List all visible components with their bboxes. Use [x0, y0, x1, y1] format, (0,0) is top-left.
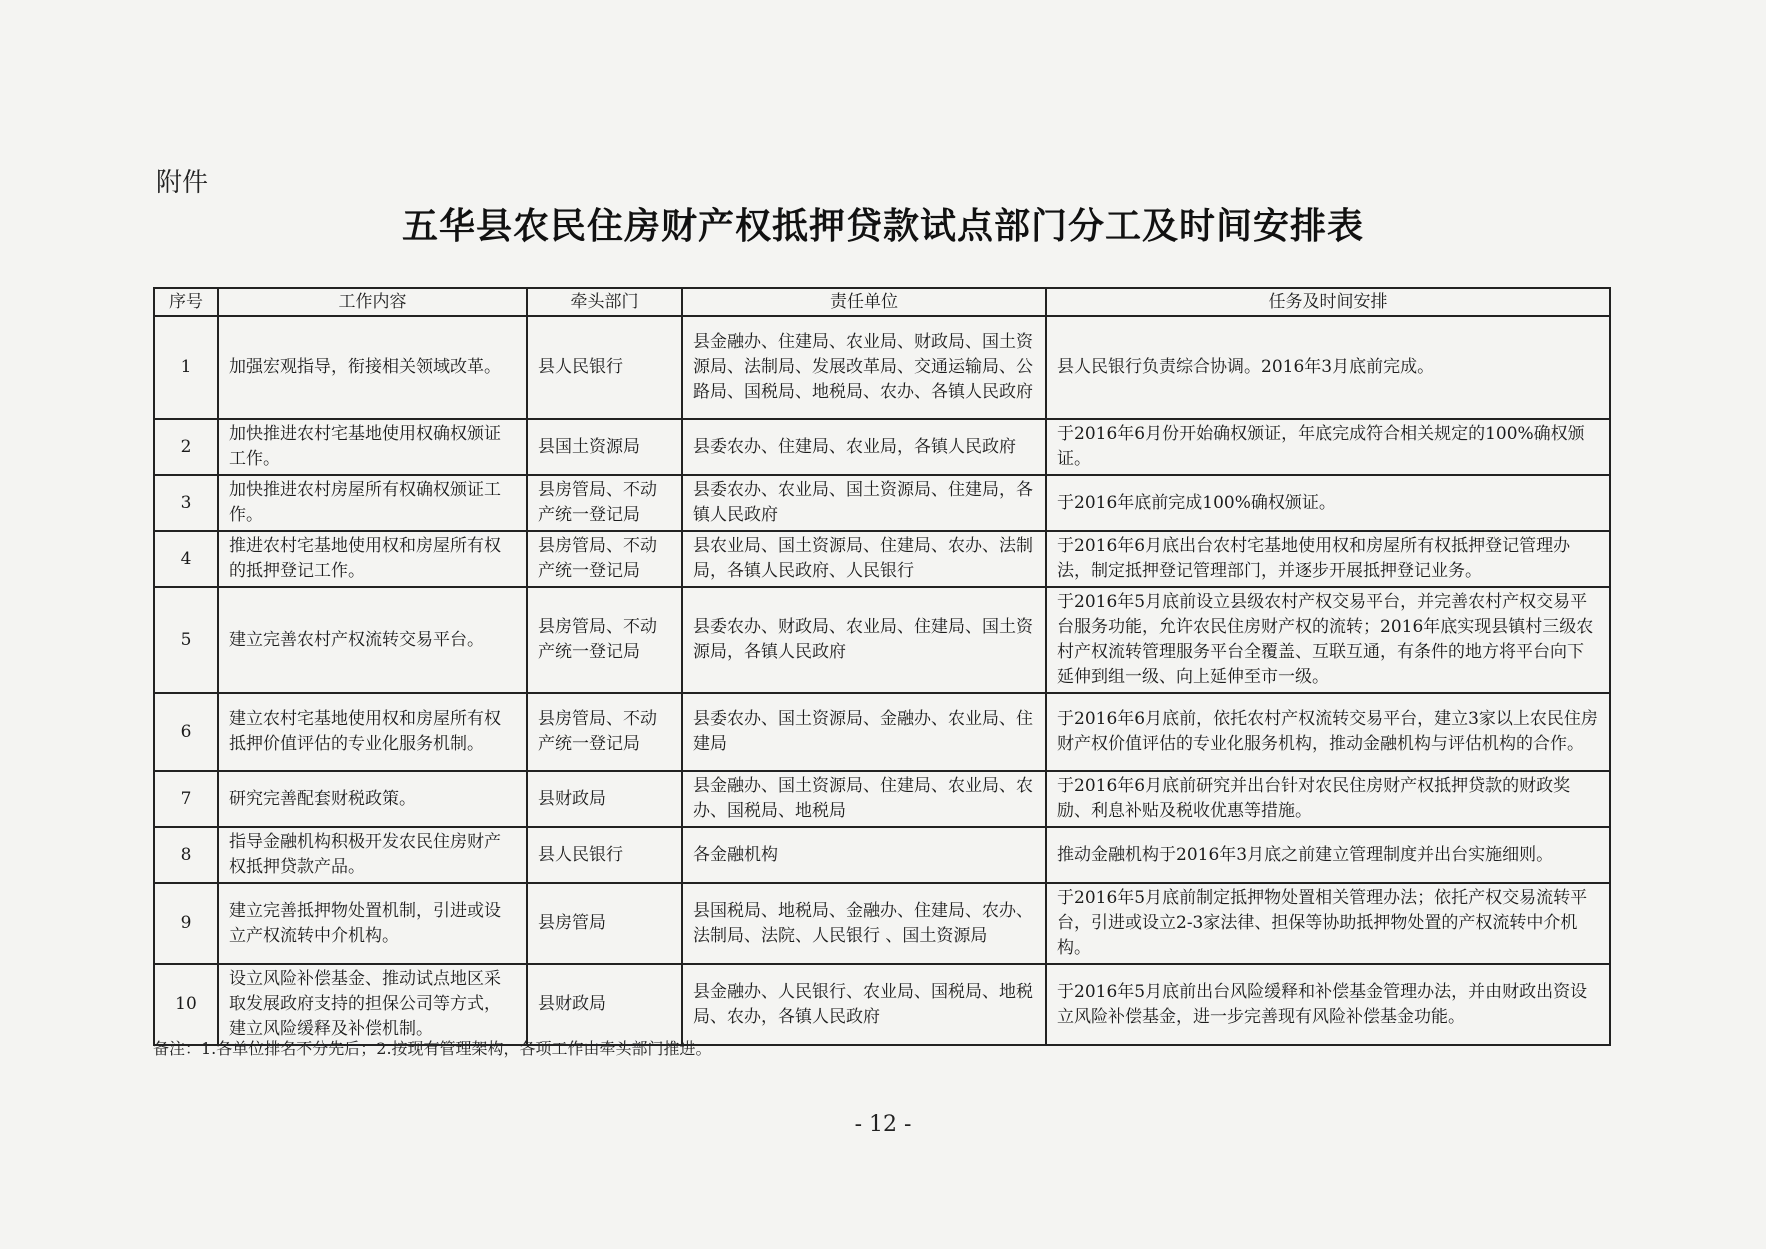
- lead-department-cell: 县人民银行: [527, 827, 682, 883]
- row-index: 4: [154, 531, 218, 587]
- table-row: [154, 419, 1610, 475]
- row-index: 3: [154, 475, 218, 531]
- table-row: [154, 316, 1610, 419]
- lead-department-cell: 县房管局: [527, 883, 682, 964]
- tasks-schedule-cell: 于2016年底前完成100%确权颁证。: [1046, 475, 1610, 531]
- table-header-row: [154, 288, 1610, 316]
- lead-department-cell: 县人民银行: [527, 316, 682, 419]
- table-row: [154, 771, 1610, 827]
- responsible-units-cell: 县金融办、住建局、农业局、财政局、国土资源局、法制局、发展改革局、交通运输局、公路局、国税局、地税局、农办、各镇人民政府: [682, 316, 1046, 419]
- work-content-cell: 加快推进农村房屋所有权确权颁证工作。: [218, 475, 527, 531]
- work-content-cell: 加快推进农村宅基地使用权确权颁证工作。: [218, 419, 527, 475]
- tasks-schedule-cell: 于2016年6月底前研究并出台针对农民住房财产权抵押贷款的财政奖励、利息补贴及税收优惠等措施。: [1046, 771, 1610, 827]
- tasks-schedule-cell: 于2016年6月份开始确权颁证，年底完成符合相关规定的100%确权颁证。: [1046, 419, 1610, 475]
- responsible-units-cell: 县委农办、财政局、农业局、住建局、国土资源局，各镇人民政府: [682, 587, 1046, 693]
- work-content-cell: 推进农村宅基地使用权和房屋所有权的抵押登记工作。: [218, 531, 527, 587]
- lead-department-cell: 县房管局、不动产统一登记局: [527, 531, 682, 587]
- lead-department-cell: 县房管局、不动产统一登记局: [527, 475, 682, 531]
- work-content-cell: 建立完善农村产权流转交易平台。: [218, 587, 527, 693]
- lead-department-cell: 县国土资源局: [527, 419, 682, 475]
- lead-department-cell: 县财政局: [527, 964, 682, 1045]
- header-lead-department: 牵头部门: [527, 288, 682, 316]
- table-row: [154, 475, 1610, 531]
- responsible-units-cell: 县国税局、地税局、金融办、住建局、农办、法制局、法院、人民银行 、国土资源局: [682, 883, 1046, 964]
- lead-department-cell: 县房管局、不动产统一登记局: [527, 693, 682, 771]
- tasks-schedule-cell: 于2016年6月底出台农村宅基地使用权和房屋所有权抵押登记管理办法，制定抵押登记管理部门，并逐步开展抵押登记业务。: [1046, 531, 1610, 587]
- responsible-units-cell: 县委农办、国土资源局、金融办、农业局、住建局: [682, 693, 1046, 771]
- responsible-units-cell: 县农业局、国土资源局、住建局、农办、法制局，各镇人民政府、人民银行: [682, 531, 1046, 587]
- responsible-units-cell: 县金融办、国土资源局、住建局、农业局、农办、国税局、地税局: [682, 771, 1046, 827]
- responsible-units-cell: 县金融办、人民银行、农业局、国税局、地税局、农办，各镇人民政府: [682, 964, 1046, 1045]
- table-row: [154, 827, 1610, 883]
- lead-department-cell: 县房管局、不动产统一登记局: [527, 587, 682, 693]
- work-content-cell: 研究完善配套财税政策。: [218, 771, 527, 827]
- header-work-content: 工作内容: [218, 288, 527, 316]
- responsible-units-cell: 县委农办、农业局、国土资源局、住建局，各镇人民政府: [682, 475, 1046, 531]
- row-index: 10: [154, 964, 218, 1045]
- tasks-schedule-cell: 推动金融机构于2016年3月底之前建立管理制度并出台实施细则。: [1046, 827, 1610, 883]
- row-index: 8: [154, 827, 218, 883]
- work-content-cell: 加强宏观指导，衔接相关领域改革。: [218, 316, 527, 419]
- table-row: [154, 883, 1610, 964]
- assignment-table: [153, 287, 1611, 1046]
- row-index: 1: [154, 316, 218, 419]
- header-tasks-schedule: 任务及时间安排: [1046, 288, 1610, 316]
- work-content-cell: 设立风险补偿基金、推动试点地区采取发展政府支持的担保公司等方式，建立风险缓释及补偿机制。: [218, 964, 527, 1045]
- table-row: [154, 693, 1610, 771]
- responsible-units-cell: 各金融机构: [682, 827, 1046, 883]
- header-responsible-units: 责任单位: [682, 288, 1046, 316]
- table-row: [154, 531, 1610, 587]
- document-title: 五华县农民住房财产权抵押贷款试点部门分工及时间安排表: [401, 206, 1364, 247]
- page-number: - 12 -: [854, 1112, 912, 1137]
- tasks-schedule-cell: 县人民银行负责综合协调。2016年3月底前完成。: [1046, 316, 1610, 419]
- responsible-units-cell: 县委农办、住建局、农业局，各镇人民政府: [682, 419, 1046, 475]
- work-content-cell: 建立农村宅基地使用权和房屋所有权抵押价值评估的专业化服务机制。: [218, 693, 527, 771]
- tasks-schedule-cell: 于2016年5月底前设立县级农村产权交易平台，并完善农村产权交易平台服务功能，允许农民住房财产权的流转；2016年底实现县镇村三级农村产权流转管理服务平台全覆盖、互联互通，有条件的地方将平台向下延伸到组一级、向上延伸至市一级。: [1046, 587, 1610, 693]
- table-row: [154, 587, 1610, 693]
- row-index: 9: [154, 883, 218, 964]
- work-content-cell: 指导金融机构积极开发农民住房财产权抵押贷款产品。: [218, 827, 527, 883]
- tasks-schedule-cell: 于2016年5月底前制定抵押物处置相关管理办法；依托产权交易流转平台，引进或设立2-3家法律、担保等协助抵押物处置的产权流转中介机构。: [1046, 883, 1610, 964]
- row-index: 6: [154, 693, 218, 771]
- header-index: 序号: [154, 288, 218, 316]
- attachment-label: 附件: [156, 168, 209, 198]
- row-index: 7: [154, 771, 218, 827]
- tasks-schedule-cell: 于2016年6月底前，依托农村产权流转交易平台，建立3家以上农民住房财产权价值评估的专业化服务机构，推动金融机构与评估机构的合作。: [1046, 693, 1610, 771]
- row-index: 5: [154, 587, 218, 693]
- row-index: 2: [154, 419, 218, 475]
- work-content-cell: 建立完善抵押物处置机制，引进或设立产权流转中介机构。: [218, 883, 527, 964]
- lead-department-cell: 县财政局: [527, 771, 682, 827]
- table-footnote: 备注：1.各单位排名不分先后；2.按现有管理架构，各项工作由牵头部门推进。: [153, 1039, 712, 1058]
- table-row: [154, 964, 1610, 1045]
- tasks-schedule-cell: 于2016年5月底前出台风险缓释和补偿基金管理办法，并由财政出资设立风险补偿基金，进一步完善现有风险补偿基金功能。: [1046, 964, 1610, 1045]
